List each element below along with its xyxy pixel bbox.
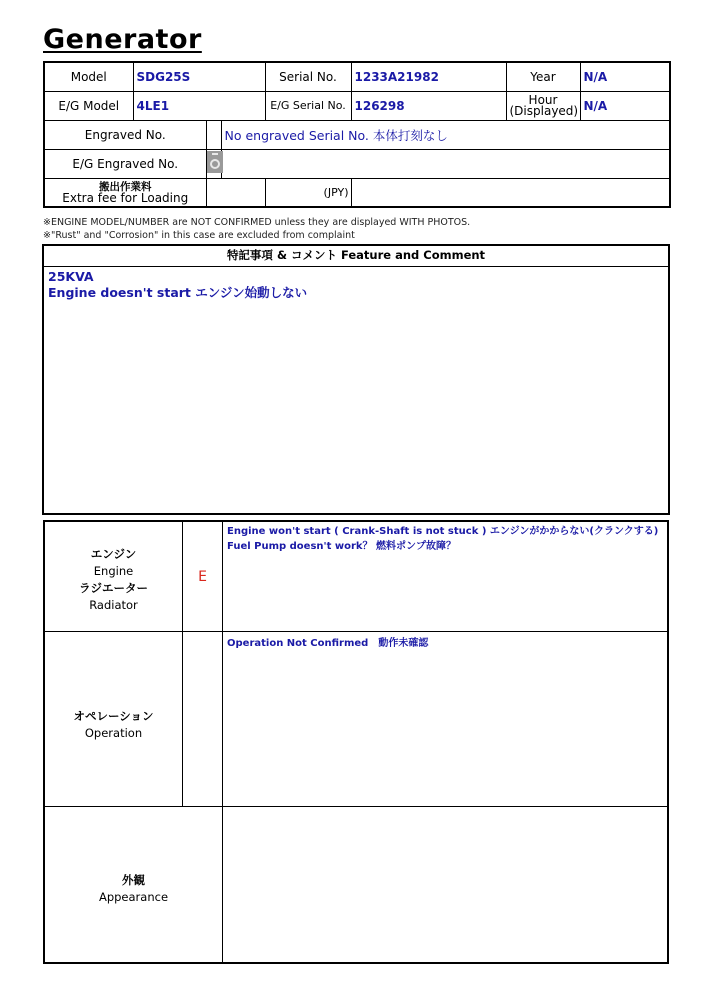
- header-table: [43, 61, 671, 208]
- engine-section-label: [45, 522, 183, 632]
- engraved-value: No engraved Serial No. 本体打刻なし: [221, 120, 670, 149]
- engine-comment-line: Engine won't start ( Crank-Shaft is not stuck ) エンジンがかからない(クランクする): [227, 526, 659, 537]
- extra-fee-unit: (JPY): [265, 178, 351, 207]
- feature-heading: 特記事項 & コメント Feature and Comment: [44, 246, 668, 267]
- page-title: Generator: [43, 24, 202, 55]
- model-value: SDG25S: [133, 62, 265, 91]
- engine-label-en: Engine: [93, 563, 134, 578]
- eg-engraved-label: E/G Engraved No.: [44, 149, 206, 178]
- hour-label: [506, 91, 580, 120]
- operation-label-en: Operation: [84, 726, 143, 740]
- model-label: Model: [44, 62, 133, 91]
- engine-comment-line: Fuel Pump doesn't work？ 燃料ポンプ故障？: [227, 541, 457, 552]
- extra-fee-value: [206, 178, 265, 207]
- feature-line: Engine doesn't start エンジン始動しない: [48, 285, 308, 300]
- eg-model-label: E/G Model: [44, 91, 133, 120]
- radiator-label-jp: ラジエーター: [79, 580, 148, 595]
- appearance-label-jp: 外観: [122, 872, 145, 887]
- engine-comment: [223, 522, 667, 632]
- operation-grade: [183, 632, 223, 807]
- engine-label-jp: エンジン: [90, 546, 137, 561]
- operation-comment: Operation Not Confirmed 動作未確認: [223, 632, 667, 807]
- operation-label-jp: オペレーション: [73, 709, 154, 723]
- extra-fee-label-en: Extra fee for Loading: [62, 190, 189, 205]
- engine-grade: E: [183, 522, 223, 632]
- extra-fee-label: [44, 178, 206, 207]
- year-value: N/A: [580, 62, 670, 91]
- hour-label-line2: (Displayed): [509, 103, 579, 118]
- year-label: Year: [506, 62, 580, 91]
- feature-body: [44, 267, 668, 303]
- serial-value: 1233A21982: [351, 62, 506, 91]
- eg-engraved-photo-cell: [206, 149, 221, 178]
- eg-engraved-value: [221, 149, 670, 178]
- engraved-label: Engraved No.: [44, 120, 206, 149]
- extra-fee-note: [351, 178, 670, 207]
- note-rust: ※"Rust" and "Corrosion" in this case are excluded from complaint: [43, 230, 355, 241]
- operation-section-label: [45, 632, 183, 807]
- engraved-photo-cell: [206, 120, 221, 149]
- appearance-label-en: Appearance: [98, 889, 169, 904]
- inspection-sections: [43, 520, 669, 964]
- note-engine-model: ※ENGINE MODEL/NUMBER are NOT CONFIRMED unless they are displayed WITH PHOTOS.: [43, 217, 471, 228]
- camera-icon[interactable]: [207, 151, 223, 176]
- feature-line: 25KVA: [48, 269, 94, 284]
- hour-label-line1: Hour: [528, 92, 558, 107]
- eg-model-value: 4LE1: [133, 91, 265, 120]
- appearance-comment: [223, 807, 667, 962]
- hour-value: N/A: [580, 91, 670, 120]
- eg-serial-label: E/G Serial No.: [265, 91, 351, 120]
- radiator-label-en: Radiator: [89, 597, 138, 612]
- eg-serial-value: 126298: [351, 91, 506, 120]
- extra-fee-label-jp: 搬出作業料: [99, 180, 152, 193]
- feature-comment-box: [42, 244, 670, 515]
- serial-label: Serial No.: [265, 62, 351, 91]
- appearance-section-label: [45, 807, 223, 962]
